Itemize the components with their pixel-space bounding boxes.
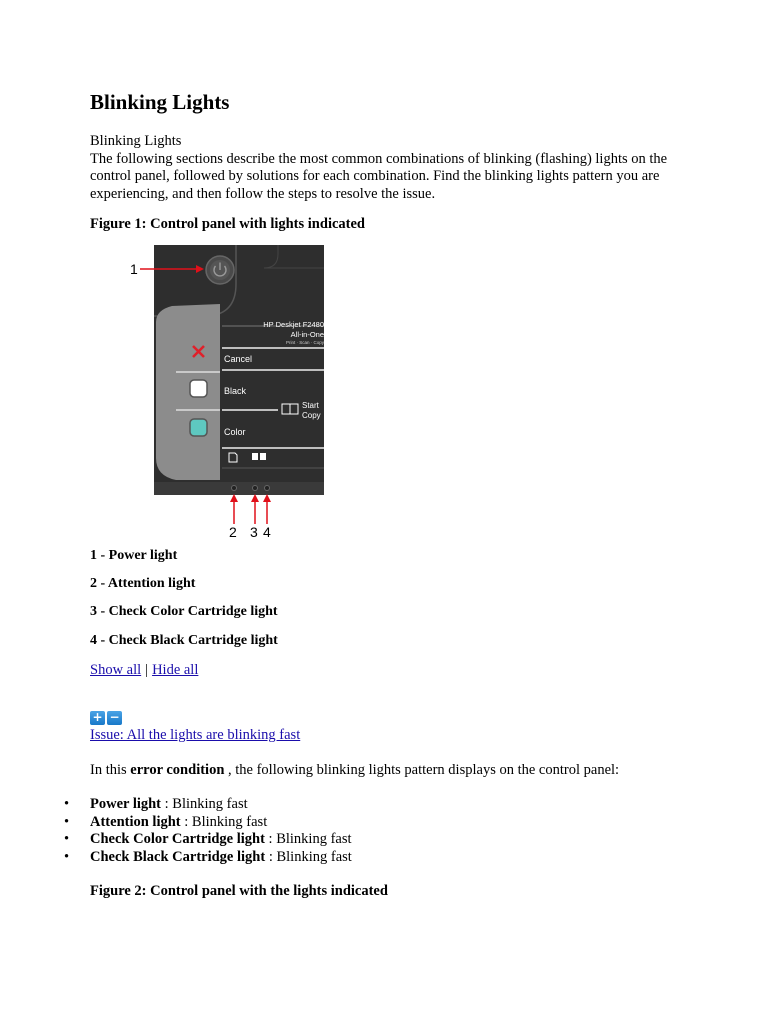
blink-state: : Blinking fast: [264, 831, 352, 847]
condition-bold: error condition: [130, 762, 225, 778]
legend-power-light: 1 - Power light: [90, 548, 178, 563]
callout-1: 1: [130, 261, 138, 277]
list-item: [90, 831, 352, 849]
cartridge-icon-black: [260, 453, 266, 460]
blink-state: : Blinking fast: [265, 848, 352, 865]
callout-3: 3: [250, 524, 258, 540]
panel-color-label: Color: [224, 427, 246, 437]
callout-4: 4: [263, 524, 271, 540]
blink-light-name: Attention light: [90, 813, 181, 830]
legend-color-cartridge-light: 3 - Check Color Cartridge light: [90, 604, 278, 619]
issue-section: [90, 727, 300, 744]
legend-attention-light: 2 - Attention light: [90, 576, 196, 591]
callout-2: 2: [229, 524, 237, 540]
intro-text: The following sections describe the most common combinations of blinking (flashing) lights on the control panel, followed by solutions for each combination. Find the blinking lights pattern you are experiencing, and then follow the steps to resolve the issue.: [90, 150, 668, 202]
panel-black-label: Black: [224, 386, 247, 396]
collapse-minus-icon[interactable]: −: [107, 711, 122, 725]
list-item: [90, 796, 352, 814]
black-copy-button: [190, 380, 207, 397]
show-all-link[interactable]: Show all: [90, 662, 142, 678]
condition-sentence: [90, 762, 619, 779]
condition-suffix: , the following blinking lights pattern displays on the control panel:: [228, 762, 620, 778]
blink-light-name: Power light: [90, 796, 162, 812]
list-item: [90, 814, 352, 832]
hide-all-link[interactable]: Hide all: [152, 662, 199, 678]
expand-plus-icon[interactable]: +: [90, 711, 105, 725]
cartridge-icon-color: [252, 453, 258, 460]
check-color-cartridge-light: [253, 486, 258, 491]
links-separator: |: [145, 662, 149, 678]
panel-copy-label: Copy: [302, 411, 321, 420]
color-copy-button: [190, 419, 207, 436]
condition-prefix: In this: [90, 762, 127, 778]
attention-light: [232, 486, 237, 491]
blink-state: : Blinking fast: [161, 796, 248, 812]
blink-state: : Blinking fast: [180, 813, 268, 830]
figure2-title: Figure 2: Control panel with the lights indicated: [90, 883, 388, 899]
blink-light-name: Check Black Cartridge light: [90, 848, 266, 865]
blink-pattern-list: [90, 796, 352, 866]
figure1-title: Figure 1: Control panel with lights indicated: [90, 216, 365, 232]
issue-link[interactable]: Issue: All the lights are blinking fast: [90, 727, 301, 743]
button-side-panel: [156, 304, 220, 480]
panel-model-label: HP Deskjet F2480: [263, 320, 324, 329]
show-hide-links: [90, 662, 198, 679]
section-toggles: [90, 711, 122, 725]
panel-cancel-label: Cancel: [224, 354, 253, 364]
list-item: [90, 849, 352, 867]
control-panel-figure: [128, 244, 328, 540]
intro-paragraph: [90, 133, 680, 203]
page-title: Blinking Lights: [90, 90, 230, 114]
panel-start-label: Start: [302, 401, 319, 410]
legend-black-cartridge-light: 4 - Check Black Cartridge light: [90, 633, 278, 648]
intro-heading: Blinking Lights: [90, 133, 182, 149]
blink-light-name: Check Color Cartridge light: [90, 831, 265, 847]
panel-tagline-label: Print · Scan · Copy: [285, 340, 324, 345]
control-panel-illustration: [128, 244, 328, 540]
check-black-cartridge-light: [265, 486, 270, 491]
panel-subtitle-label: All-in-One: [290, 330, 324, 339]
